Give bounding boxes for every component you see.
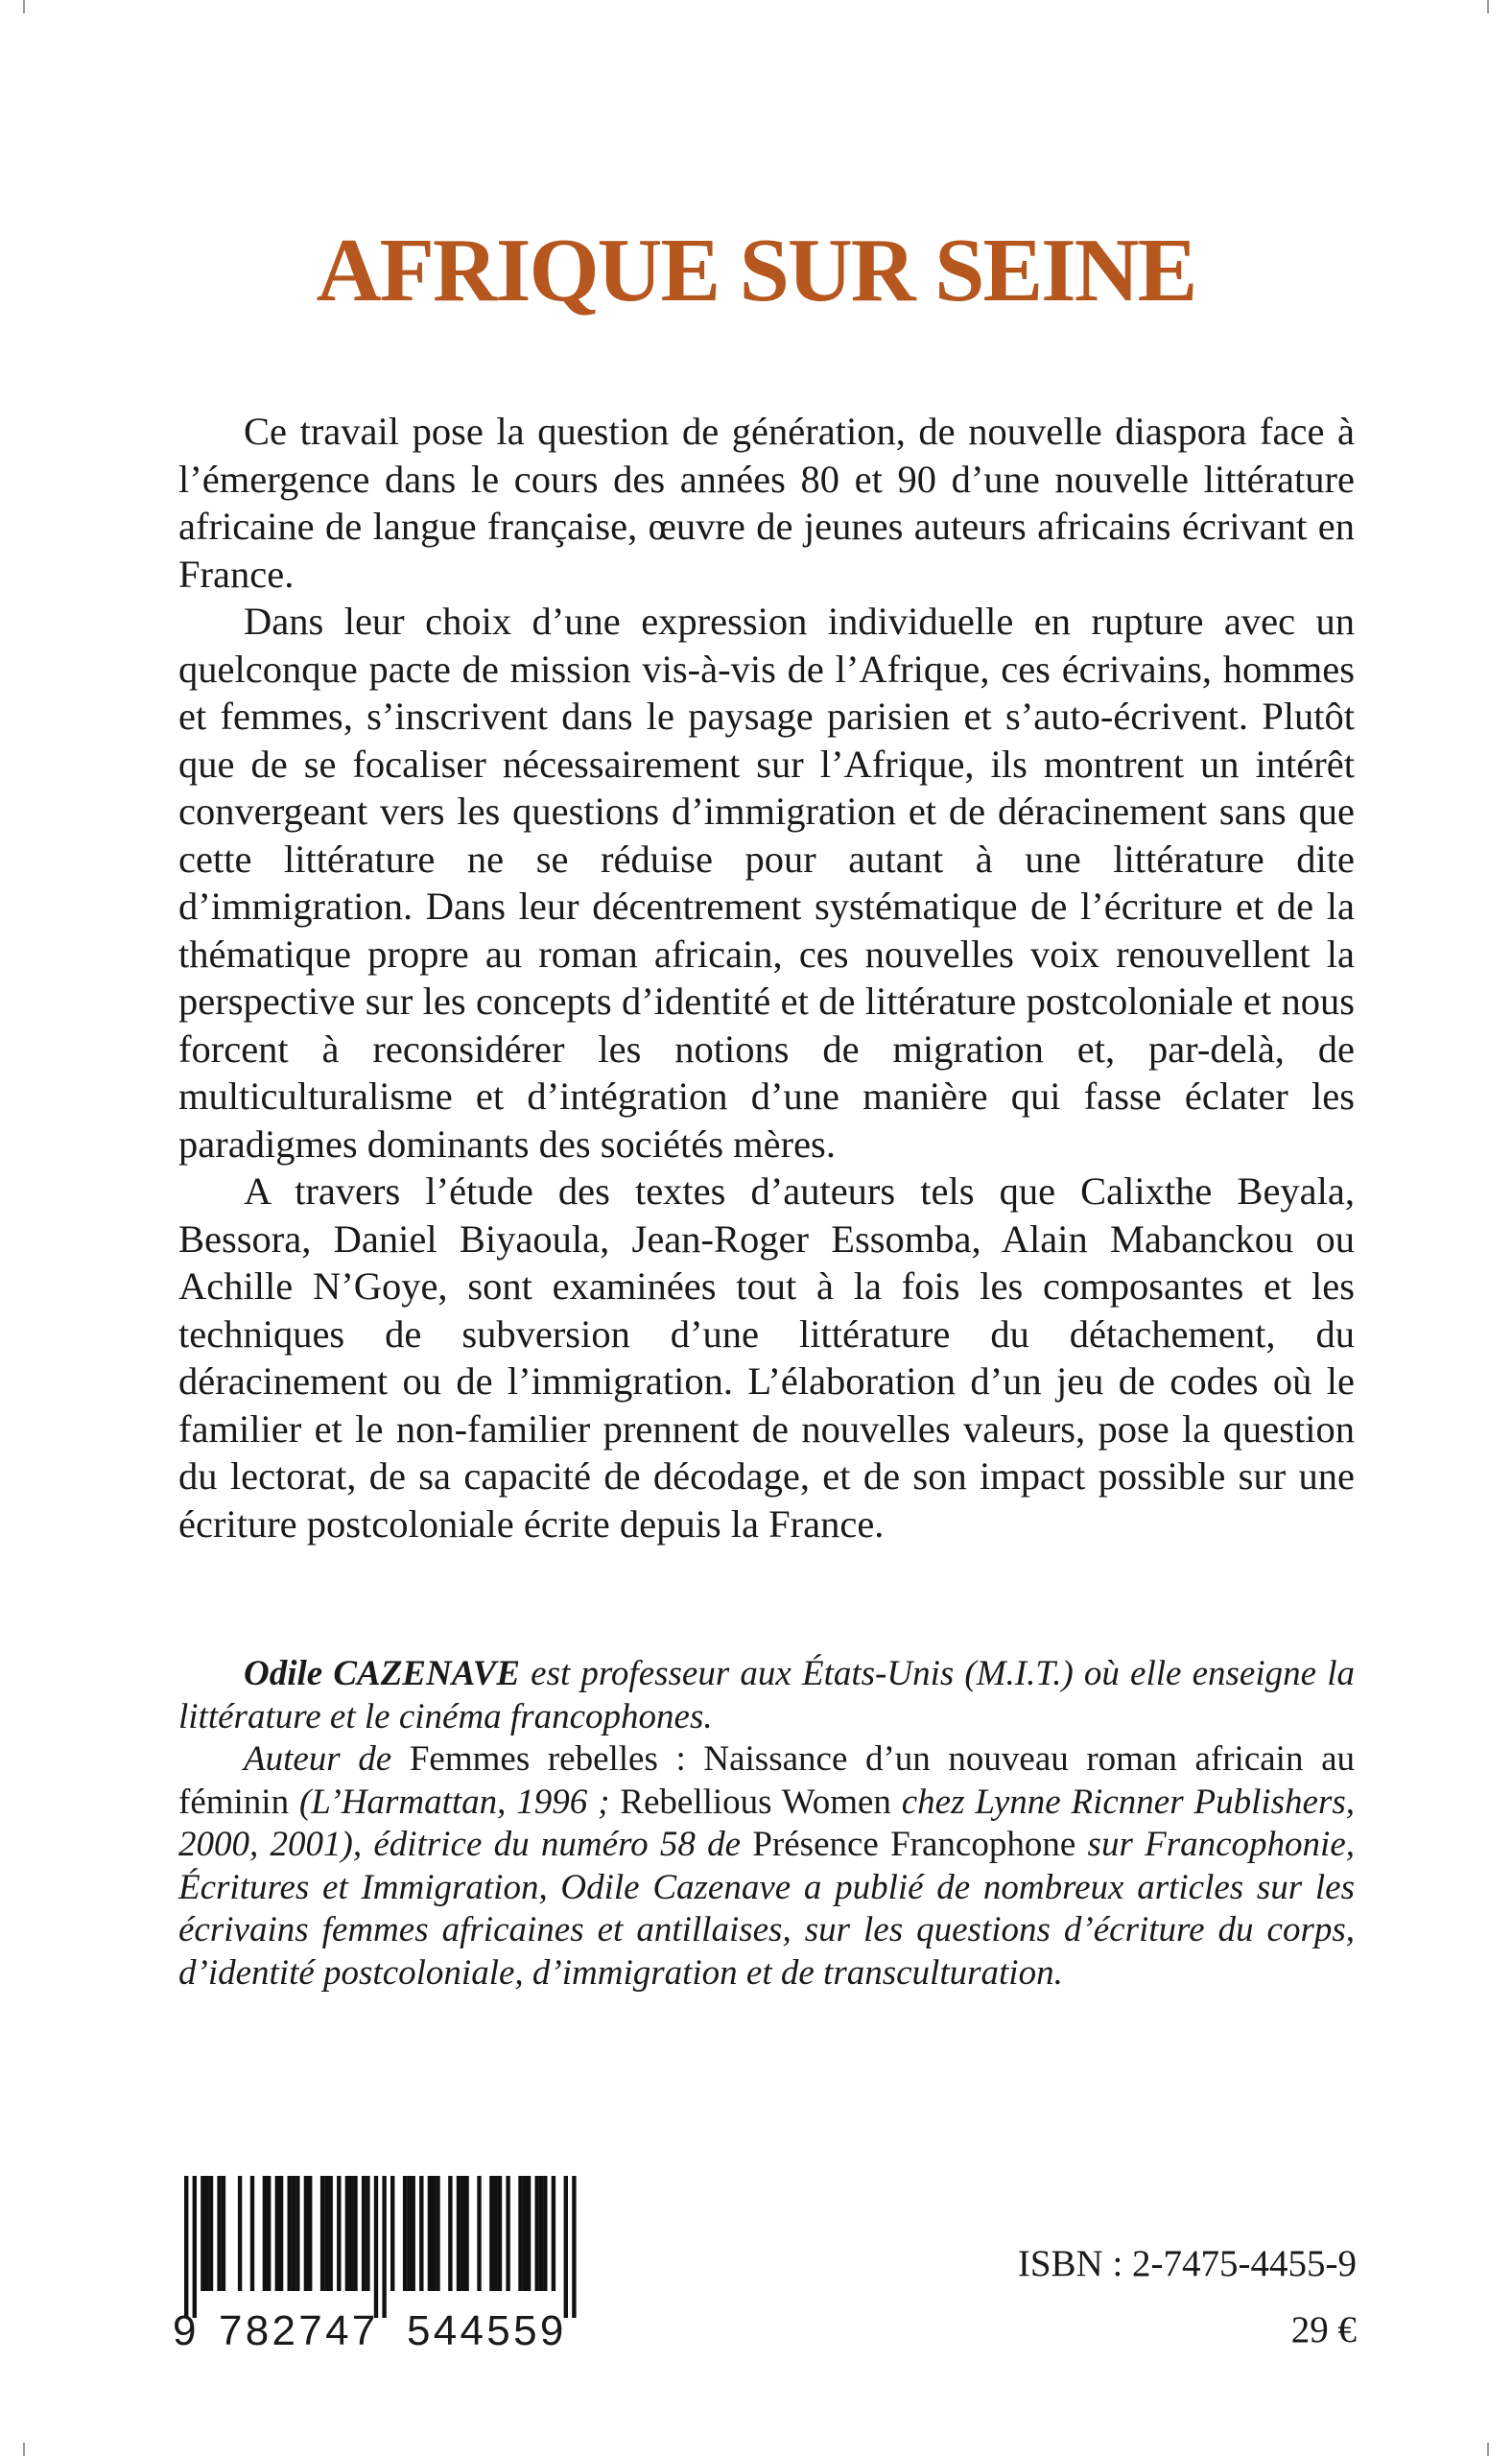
barcode-bar xyxy=(238,2176,242,2291)
synopsis-paragraph-2: Dans leur choix d’une expression individuelle en rupture avec un quelconque pacte de mission vis-à-vis de l’Afrique, ces écrivains, hommes et femmes, s’inscrivent dans le paysage parisien et s’auto-écrivent. Plutôt que de se focaliser nécessairement sur l’Afrique, ils montrent un intérêt convergeant vers les questions d’immigration et de déracinement sans que cette littérature ne se réduise pour autant à une littérature dite d’immigration. Dans leur décentrement systématique de l’écriture et de la thématique propre au roman africain, ces nouvelles voix renouvellent la perspective sur les concepts d’identité et de littérature postcoloniale et nous forcent à reconsidérer les notions de migration et, par-delà, de multiculturalisme et d’intégration d’une manière qui fasse éclater les paradigmes dominants des sociétés mères. xyxy=(178,600,1355,1166)
barcode-image xyxy=(171,2176,608,2318)
crop-mark-top-left xyxy=(23,0,25,13)
journal-title: Présence Francophone xyxy=(752,1825,1076,1864)
barcode-digits-left: 782747 xyxy=(219,2307,379,2354)
barcode-bar xyxy=(461,2176,464,2291)
barcode-guard-bar xyxy=(184,2176,188,2318)
barcode-bar xyxy=(428,2176,432,2291)
bio-paragraph-2 xyxy=(178,1738,1355,1995)
barcode-bar xyxy=(209,2176,213,2291)
barcode-bar xyxy=(279,2176,283,2291)
synopsis-paragraph-3: A travers l’étude des textes d’auteurs tels que Calixthe Beyala, Bessora, Daniel Biyaoula, Jean-Roger Essomba, Alain Mabanckou ou Achille N’Goye, sont examinées tout à la fois les composantes et les techniques de subversion d’une littérature du détachement, du déracinement ou de l’immigration. L’élaboration d’un jeu de codes où le familier et le non-familier prennent de nouvelles valeurs, pose la question du lectorat, de sa capacité de décodage, et de son impact possible sur une écriture postcoloniale écrite depuis la France. xyxy=(178,1169,1355,1546)
book-title: AFRIQUE SUR SEINE xyxy=(316,221,1196,320)
barcode-lead-digit: 9 xyxy=(173,2307,200,2354)
barcode-bar xyxy=(308,2176,312,2291)
barcode-bar xyxy=(552,2176,555,2291)
crop-mark-bottom-left xyxy=(23,2443,25,2456)
barcode-bar xyxy=(267,2176,271,2291)
barcode-bar xyxy=(320,2176,324,2291)
barcode-guard-bar xyxy=(564,2176,568,2318)
barcode-bar xyxy=(345,2176,349,2291)
barcode-bar xyxy=(407,2176,411,2291)
barcode-bar xyxy=(362,2176,366,2291)
synopsis-paragraph-1: Ce travail pose la question de génération, de nouvelle diaspora face à l’émergence dans le cours des années 80 et 90 d’une nouvelle littérature africaine de langue française, œuvre de jeunes auteurs africains écrivant en France. xyxy=(178,410,1355,596)
barcode-bar xyxy=(457,2176,461,2291)
barcode-bar xyxy=(543,2176,547,2291)
barcode-bar xyxy=(349,2176,353,2291)
barcode-bar xyxy=(337,2176,341,2291)
barcode-bar xyxy=(494,2176,498,2291)
synopsis xyxy=(178,408,1355,1547)
author-name: Odile CAZENAVE xyxy=(244,1654,520,1693)
barcode-bar xyxy=(436,2176,439,2291)
isbn-number: ISBN : 2-7475-4455-9 xyxy=(1017,2243,1357,2284)
barcode-bar xyxy=(448,2176,452,2291)
barcode-bar xyxy=(275,2176,279,2291)
barcode-bar xyxy=(329,2176,333,2291)
barcode-bar xyxy=(535,2176,539,2291)
author-bio xyxy=(178,1653,1355,1995)
barcode-bar xyxy=(419,2176,423,2291)
barcode-bar xyxy=(523,2176,527,2291)
barcode-bar xyxy=(353,2176,357,2291)
barcode-bar xyxy=(304,2176,308,2291)
barcode-bar xyxy=(403,2176,407,2291)
crop-mark-bottom-right xyxy=(1487,2443,1489,2456)
crop-mark-top-right xyxy=(1487,0,1489,13)
barcode-bar xyxy=(489,2176,493,2291)
barcode-bar xyxy=(390,2176,394,2291)
barcode-bar xyxy=(412,2176,415,2291)
barcode-bar xyxy=(464,2176,468,2291)
barcode-bar xyxy=(506,2176,509,2291)
barcode-bar xyxy=(518,2176,522,2291)
bio-paragraph-1 xyxy=(178,1653,1355,1738)
barcode-guard-bar xyxy=(193,2176,197,2318)
barcode-bar xyxy=(217,2176,221,2291)
barcode-bar xyxy=(295,2176,299,2291)
barcode-bar xyxy=(539,2176,543,2291)
barcode-guard-bar xyxy=(382,2176,386,2318)
barcode-digits-right: 544559 xyxy=(407,2307,567,2354)
bio-text: sur Francophonie, Écritures et Immigration, Odile Cazenave a publié de nombreux articles sur les écrivains femmes africaines et antillaises, sur les questions d’écriture du corps, d’identité postcoloniale, d’immigration et de transculturation. xyxy=(178,1825,1356,1993)
barcode-bar xyxy=(366,2176,369,2291)
barcode-bar xyxy=(527,2176,531,2291)
barcode-bar xyxy=(201,2176,204,2291)
bio-text: (L’Harmattan, 1996 ; xyxy=(289,1782,621,1822)
bio-text: Auteur de xyxy=(244,1739,410,1779)
barcode-bar xyxy=(222,2176,225,2291)
barcode-bar xyxy=(263,2176,267,2291)
bio-text: chez Lynne Ricnner Publishers, 2000, 2001), éditrice du numéro 58 de xyxy=(178,1782,1355,1864)
price: 29 € xyxy=(1290,2309,1357,2350)
book-title-rebellious-women: Rebellious Women xyxy=(620,1782,891,1822)
barcode-bar xyxy=(288,2176,292,2291)
book-title-femmes-rebelles: Femmes rebelles : Naissance d’un nouveau roman africain au féminin xyxy=(178,1739,1355,1822)
barcode-bar xyxy=(205,2176,209,2291)
barcode-guard-bar xyxy=(374,2176,378,2318)
barcode-bar xyxy=(498,2176,502,2291)
bio-text: est professeur aux États-Unis (M.I.T.) où elle enseigne la littérature et le cinéma francophones. xyxy=(178,1654,1355,1736)
barcode-bar xyxy=(324,2176,328,2291)
barcode-bar xyxy=(477,2176,481,2291)
barcode-bar xyxy=(292,2176,295,2291)
barcode-guard-bar xyxy=(572,2176,576,2318)
barcode-bar xyxy=(250,2176,254,2291)
barcode-bar xyxy=(432,2176,436,2291)
